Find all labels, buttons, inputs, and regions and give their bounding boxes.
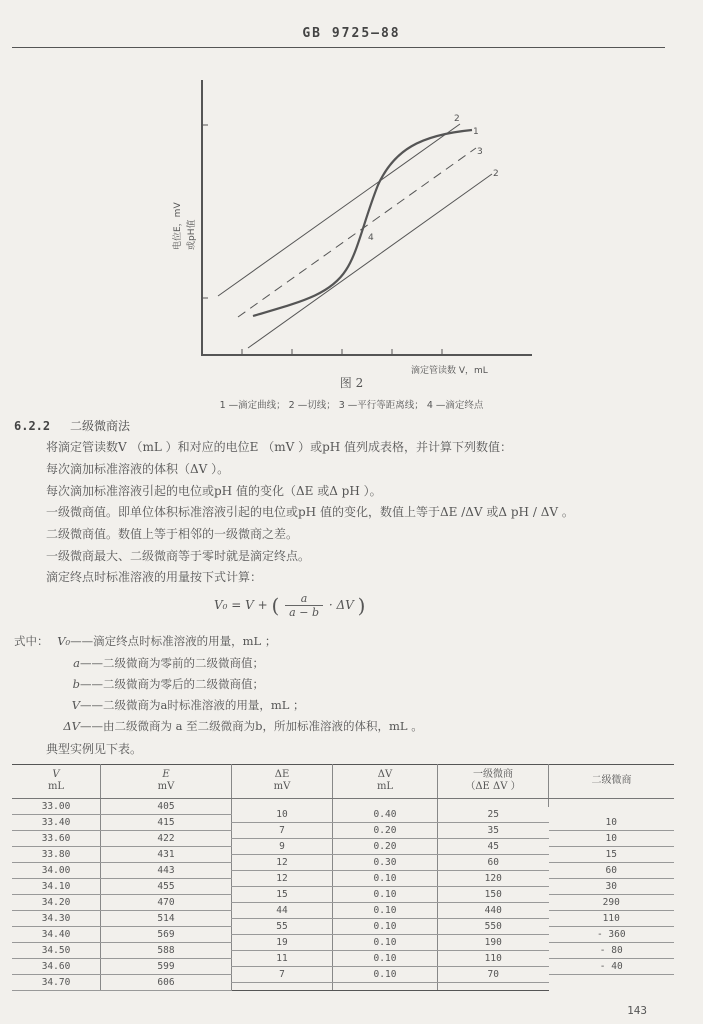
cell-first-derivative: 70 xyxy=(438,967,549,983)
cell-volume: 34.00 xyxy=(12,863,101,879)
cell-delta-e: 7 xyxy=(232,967,333,983)
cell-potential: 599 xyxy=(101,959,232,975)
cell-first-derivative: 35 xyxy=(438,823,549,839)
definition-symbol: a xyxy=(73,656,80,670)
paragraph: 每次滴加标准溶液引起的电位或pH 值的变化（ΔE 或Δ pH ）。 xyxy=(46,484,382,498)
cell-delta-e: 15 xyxy=(232,887,333,903)
table-header-row xyxy=(12,764,674,799)
cell-first-derivative: 60 xyxy=(438,855,549,871)
y-axis-label-line1: 电位E，mV xyxy=(173,202,183,250)
cell-delta-e: 12 xyxy=(232,871,333,887)
cell-first-derivative: 45 xyxy=(438,839,549,855)
cell-volume: 34.60 xyxy=(12,959,101,975)
cell-delta-v: 0.10 xyxy=(333,935,438,951)
tangent-line-lower xyxy=(248,174,492,348)
cell-volume: 34.10 xyxy=(12,879,101,895)
definition-row xyxy=(58,718,423,734)
document-header: GB 9725—88 xyxy=(302,26,401,41)
cell-delta-v: 0.40 xyxy=(333,807,438,823)
cell-spacer xyxy=(232,983,333,991)
paragraph: 一级微商值。即单位体积标准溶液引起的电位或pH 值的变化，数值上等于ΔE /ΔV 或Δ pH / ΔV 。 xyxy=(46,505,574,519)
header-rule xyxy=(12,47,665,48)
titration-figure xyxy=(150,70,550,376)
cell-delta-v: 0.10 xyxy=(333,871,438,887)
cell-potential: 588 xyxy=(101,943,232,959)
derivative-table xyxy=(12,764,674,991)
cell-volume: 33.60 xyxy=(12,831,101,847)
header-potential: E mV xyxy=(101,764,232,799)
cell-first-derivative: 550 xyxy=(438,919,549,935)
table-intro: 典型实例见下表。 xyxy=(46,742,143,756)
cell-first-derivative: 150 xyxy=(438,887,549,903)
cell-spacer xyxy=(333,799,438,807)
cell-spacer xyxy=(438,799,549,807)
paragraph: 每次滴加标准溶液的体积（ΔV ）。 xyxy=(46,462,230,476)
curve-label-2-bottom: 2 xyxy=(493,169,499,179)
cell-first-derivative: 25 xyxy=(438,807,549,823)
definition-text: ——二级微商为a时标准溶液的用量，mL ； xyxy=(80,698,305,712)
cell-first-derivative: 110 xyxy=(438,951,549,967)
curve-label-1: 1 xyxy=(473,127,479,137)
formula-denominator: a − b xyxy=(289,606,319,619)
definition-row xyxy=(62,697,305,713)
cell-potential: 405 xyxy=(101,799,232,815)
formula-fraction xyxy=(285,592,323,619)
header-second-derivative: 二级微商 xyxy=(549,764,675,799)
cell-delta-v: 0.10 xyxy=(333,967,438,983)
curve-label-2-top: 2 xyxy=(454,114,460,124)
cell-volume: 34.70 xyxy=(12,975,101,991)
cell-potential: 470 xyxy=(101,895,232,911)
cell-first-derivative: 190 xyxy=(438,935,549,951)
cell-second-derivative: - 40 xyxy=(549,959,675,975)
cell-potential: 569 xyxy=(101,927,232,943)
tangent-line-upper xyxy=(218,124,460,296)
cell-delta-v: 0.20 xyxy=(333,839,438,855)
formula-close-paren: ) xyxy=(357,593,366,618)
header-delta-v: ΔV mL xyxy=(333,764,438,799)
cell-potential: 415 xyxy=(101,815,232,831)
cell-delta-e: 44 xyxy=(232,903,333,919)
cell-delta-v: 0.10 xyxy=(333,919,438,935)
paragraph: 二级微商值。数值上等于相邻的一级微商之差。 xyxy=(46,527,299,541)
paragraph: 一级微商最大、二级微商等于零时就是滴定终点。 xyxy=(46,549,311,563)
figure-legend: 1 —滴定曲线； 2 —切线； 3 —平行等距离线； 4 —滴定终点 xyxy=(219,400,484,411)
cell-volume: 34.20 xyxy=(12,895,101,911)
endpoint-formula xyxy=(214,592,365,619)
definition-row xyxy=(62,676,264,692)
definition-symbol: b xyxy=(72,677,80,691)
cell-spacer xyxy=(232,799,333,807)
cell-second-derivative: 30 xyxy=(549,879,675,895)
cell-delta-e: 9 xyxy=(232,839,333,855)
definition-text: ——由二级微商为 a 至二级微商为b，所加标准溶液的体积，mL 。 xyxy=(80,719,423,733)
cell-second-derivative: 60 xyxy=(549,863,675,879)
cell-delta-e: 7 xyxy=(232,823,333,839)
formula-tail: · ΔV xyxy=(328,598,354,612)
definition-row xyxy=(62,655,264,671)
cell-delta-v: 0.30 xyxy=(333,855,438,871)
definition-text: ——滴定终点时标准溶液的用量，mL ； xyxy=(70,634,277,648)
definition-symbol: V₀ xyxy=(57,634,71,648)
cell-volume: 34.30 xyxy=(12,911,101,927)
cell-spacer xyxy=(438,983,549,991)
formula-lhs: V₀ = V + xyxy=(214,598,268,612)
cell-volume: 34.50 xyxy=(12,943,101,959)
equidistant-line xyxy=(238,148,476,317)
cell-spacer xyxy=(549,799,675,815)
titration-curve xyxy=(253,130,472,316)
definition-symbol: V xyxy=(71,698,80,712)
cell-second-derivative: - 80 xyxy=(549,943,675,959)
cell-delta-e: 55 xyxy=(232,919,333,935)
cell-potential: 431 xyxy=(101,847,232,863)
cell-second-derivative: 290 xyxy=(549,895,675,911)
paragraph: 滴定终点时标准溶液的用量按下式计算： xyxy=(46,570,263,584)
cell-second-derivative: 110 xyxy=(549,911,675,927)
curve-label-3: 3 xyxy=(477,147,483,157)
axis-ticks xyxy=(202,125,442,355)
cell-potential: 455 xyxy=(101,879,232,895)
cell-first-derivative: 120 xyxy=(438,871,549,887)
header-first-derivative: 一级微商 （ΔE ΔV ） xyxy=(438,764,549,799)
paragraph: 将滴定管读数V （mL ）和对应的电位E （mV ）或pH 值列成表格，并计算下列数值： xyxy=(46,440,513,454)
section-number: 6.2.2 xyxy=(14,419,51,433)
cell-volume: 33.40 xyxy=(12,815,101,831)
x-axis-label: 滴定管读数 V，mL xyxy=(411,366,488,376)
cell-second-derivative: 10 xyxy=(549,815,675,831)
definition-row xyxy=(14,633,276,649)
cell-delta-v: 0.10 xyxy=(333,887,438,903)
definition-symbol: ΔV xyxy=(63,719,80,733)
cell-delta-e: 19 xyxy=(232,935,333,951)
section-title: 二级微商法 xyxy=(69,419,130,433)
cell-potential: 443 xyxy=(101,863,232,879)
header-volume: V mL xyxy=(12,764,101,799)
header-delta-e: ΔE mV xyxy=(232,764,333,799)
where-label: 式中： xyxy=(14,634,49,648)
cell-volume: 34.40 xyxy=(12,927,101,943)
cell-delta-e: 11 xyxy=(232,951,333,967)
cell-delta-v: 0.10 xyxy=(333,951,438,967)
curve-label-4: 4 xyxy=(368,233,374,243)
cell-delta-v: 0.10 xyxy=(333,903,438,919)
formula-numerator: a xyxy=(285,592,323,606)
y-axis-label-line2: 或pH值 xyxy=(187,219,197,250)
cell-volume: 33.00 xyxy=(12,799,101,815)
cell-delta-v: 0.20 xyxy=(333,823,438,839)
cell-potential: 606 xyxy=(101,975,232,991)
cell-spacer xyxy=(549,975,675,991)
page-number: 143 xyxy=(627,1004,647,1017)
section-heading xyxy=(14,417,130,434)
cell-delta-e: 10 xyxy=(232,807,333,823)
figure-caption: 图 2 xyxy=(339,376,364,390)
cell-second-derivative: - 360 xyxy=(549,927,675,943)
cell-second-derivative: 10 xyxy=(549,831,675,847)
cell-second-derivative: 15 xyxy=(549,847,675,863)
definition-text: ——二级微商为零前的二级微商值； xyxy=(80,656,264,670)
cell-delta-e: 12 xyxy=(232,855,333,871)
cell-spacer xyxy=(333,983,438,991)
cell-potential: 514 xyxy=(101,911,232,927)
table-row xyxy=(12,799,674,807)
cell-potential: 422 xyxy=(101,831,232,847)
cell-volume: 33.80 xyxy=(12,847,101,863)
cell-first-derivative: 440 xyxy=(438,903,549,919)
definition-text: ——二级微商为零后的二级微商值； xyxy=(80,677,264,691)
formula-open-paren: ( xyxy=(271,593,280,618)
